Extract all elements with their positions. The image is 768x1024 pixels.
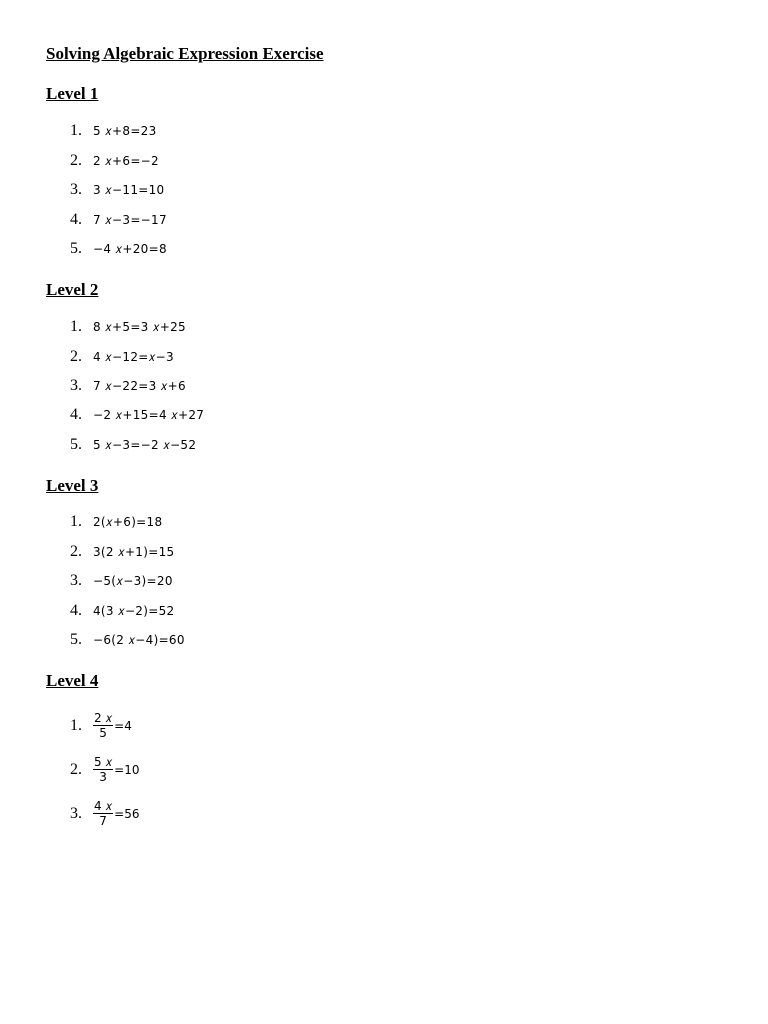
equation: 7 𝑥−22=3 𝑥+6 <box>93 379 186 393</box>
problem-item <box>0 599 700 623</box>
equation-rhs: =10 <box>114 763 140 777</box>
problem-number: 4. <box>70 211 82 228</box>
level-1-heading: Level 1 <box>46 84 99 103</box>
equation: 5 𝑥−3=−2 𝑥−52 <box>93 438 197 452</box>
problem-number: 1. <box>70 122 82 139</box>
equation: 3(2 𝑥+1)=15 <box>93 545 175 559</box>
fraction-denominator: 3 <box>99 770 107 784</box>
problem-item <box>0 403 700 427</box>
equation: −6(2 𝑥−4)=60 <box>93 633 185 647</box>
problem-item <box>0 752 700 788</box>
problem-item <box>0 315 700 339</box>
problem-number: 3. <box>70 805 82 822</box>
equation: −4 𝑥+20=8 <box>93 242 167 256</box>
document-title: Solving Algebraic Expression Exercise <box>46 44 324 63</box>
equation: −2 𝑥+15=4 𝑥+27 <box>93 408 205 422</box>
problem-number: 1. <box>70 318 82 335</box>
fraction-equation <box>93 796 139 832</box>
fraction <box>93 755 113 785</box>
problem-item <box>0 433 700 457</box>
problem-number: 2. <box>70 543 82 560</box>
problem-number: 2. <box>70 152 82 169</box>
equation: 2(𝑥+6)=18 <box>93 515 163 529</box>
problem-number: 5. <box>70 436 82 453</box>
problem-number: 3. <box>70 377 82 394</box>
fraction-denominator: 7 <box>99 814 107 828</box>
problem-item <box>0 796 700 832</box>
equation: 7 𝑥−3=−17 <box>93 213 167 227</box>
fraction-equation <box>93 752 139 788</box>
problem-number: 2. <box>70 348 82 365</box>
level-3-heading: Level 3 <box>46 476 99 495</box>
equation-rhs: =4 <box>114 719 132 733</box>
fraction-equation <box>93 708 132 744</box>
problem-item <box>0 708 700 744</box>
problem-item <box>0 510 700 534</box>
equation: 5 𝑥+8=23 <box>93 124 157 138</box>
fraction-numerator: 5 𝑥 <box>94 755 113 769</box>
level-2-heading: Level 2 <box>46 280 99 299</box>
problem-number: 5. <box>70 631 82 648</box>
problem-item <box>0 178 700 202</box>
fraction <box>93 711 113 741</box>
problem-number: 4. <box>70 602 82 619</box>
problem-number: 3. <box>70 572 82 589</box>
equation: −5(𝑥−3)=20 <box>93 574 173 588</box>
fraction-numerator: 4 𝑥 <box>94 799 113 813</box>
problem-item <box>0 237 700 261</box>
equation: 2 𝑥+6=−2 <box>93 154 159 168</box>
fraction-numerator: 2 𝑥 <box>94 711 113 725</box>
problem-number: 3. <box>70 181 82 198</box>
problem-item <box>0 628 700 652</box>
problem-item <box>0 540 700 564</box>
problem-item <box>0 149 700 173</box>
problem-number: 4. <box>70 406 82 423</box>
problem-item <box>0 345 700 369</box>
problem-item <box>0 119 700 143</box>
equation: 8 𝑥+5=3 𝑥+25 <box>93 320 186 334</box>
level-4-heading: Level 4 <box>46 671 99 690</box>
equation: 3 𝑥−11=10 <box>93 183 165 197</box>
equation-rhs: =56 <box>114 807 140 821</box>
problem-number: 1. <box>70 717 82 734</box>
problem-item <box>0 374 700 398</box>
equation: 4(3 𝑥−2)=52 <box>93 604 175 618</box>
problem-item <box>0 208 700 232</box>
problem-number: 1. <box>70 513 82 530</box>
fraction-denominator: 5 <box>99 726 107 740</box>
problem-item <box>0 569 700 593</box>
fraction <box>93 799 113 829</box>
problem-number: 2. <box>70 761 82 778</box>
problem-number: 5. <box>70 240 82 257</box>
equation: 4 𝑥−12=𝑥−3 <box>93 350 174 364</box>
